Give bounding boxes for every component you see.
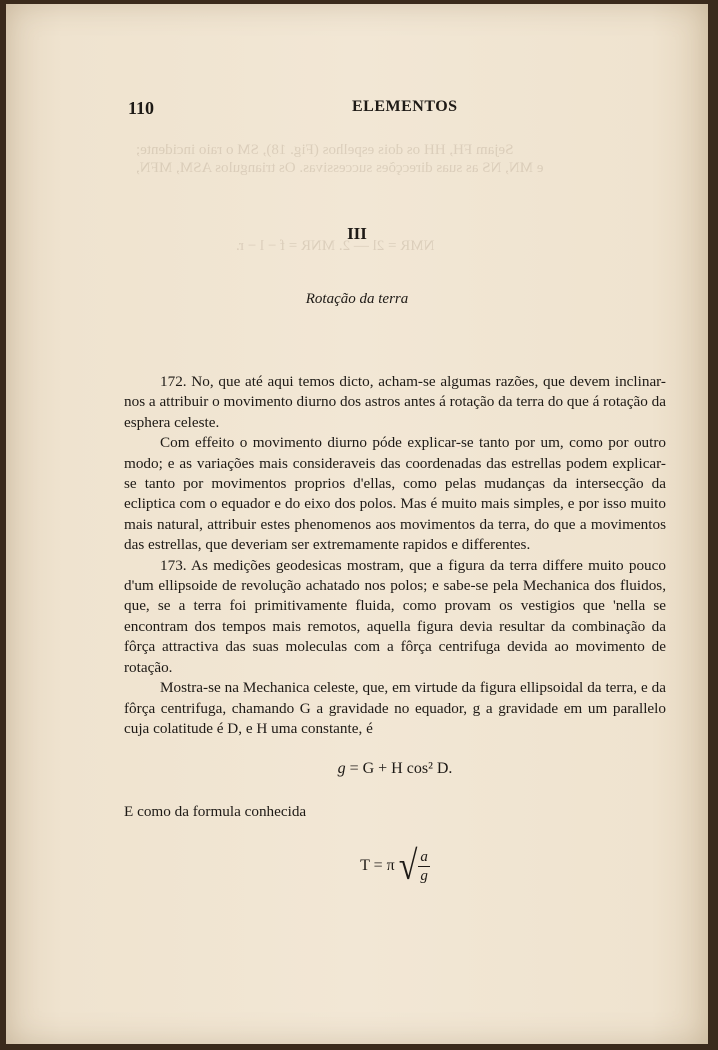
paragraph: 172. No, que até aqui temos dicto, acham-se algumas razões, que devem inclinar-nos a attribuir o movimento diurno dos astros antes á rotação da terra do que á rotação da esphera celeste. xyxy=(124,373,666,431)
paragraph: Mostra-se na Mechanica celeste, que, em virtude da figura ellipsoidal da terra, e da fôrça centrifuga, chamando G a gravidade no equador, g a gravidade em um parallelo cuja colatitude é D, e H uma constante, é xyxy=(124,679,666,737)
formula-lhs: g xyxy=(337,760,346,778)
body-text xyxy=(124,372,666,907)
paragraph: 173. As medições geodesicas mostram, que a figura da terra differe muito pouco d'um ellipsoide de revolução achatado nos polos; e sabe-se pela Mechanica dos fluidos, que, se a terra foi primitivamente fluida, como provam os vestigios que 'nella se encontram dos tempos mais remotos, aquella figura devia resultar da combinação da fôrça attractiva das suas moleculas com a fôrça centrifuga devida ao movimento de rotação. xyxy=(124,556,666,676)
page-header xyxy=(6,98,708,122)
formula-lhs: T = π xyxy=(360,857,395,875)
gravity-formula xyxy=(124,759,666,779)
bleed-through-line: e MN, NS as suas direcções successivas. Os triangulos ASM, MFN, xyxy=(136,160,544,176)
paragraph: Com effeito o movimento diurno póde explicar-se tanto por um, como por outro modo; e as variações mais consideraveis das coordenadas das estrellas podem explicar-se tanto por movimentos proprios d'ellas, como pelas mudanças da intersecção da ecliptica com o equador e do eixo dos polos. Mas é muito mais simples, e por isso muito mais natural, attribuir estes phenomenos aos movimentos da terra, do que a movimentos das estrellas, que deveriam ser extremamente rapidos e differentes. xyxy=(124,434,666,554)
page-number: 110 xyxy=(128,98,155,118)
numerator: a xyxy=(420,849,428,866)
running-head: ELEMENTOS xyxy=(352,98,458,115)
radical-sign-icon: √ xyxy=(398,843,418,889)
bleed-through-line: Sejam FH, HH os dois espelhos (Fig. 18), SM o raio incidente; xyxy=(136,142,514,158)
page xyxy=(6,4,708,1044)
square-root xyxy=(398,843,430,889)
bleed-through-line: NMR = 2l — 2. MNR = f − l − r. xyxy=(236,238,435,254)
formula-rhs: = G + H cos² D. xyxy=(349,760,453,778)
paragraph: E como da formula conhecida xyxy=(124,802,307,820)
fraction xyxy=(418,848,430,885)
section-title: Rotação da terra xyxy=(305,291,409,307)
pendulum-formula xyxy=(124,843,666,889)
section-number: III xyxy=(347,224,367,243)
denominator: g xyxy=(420,868,428,885)
